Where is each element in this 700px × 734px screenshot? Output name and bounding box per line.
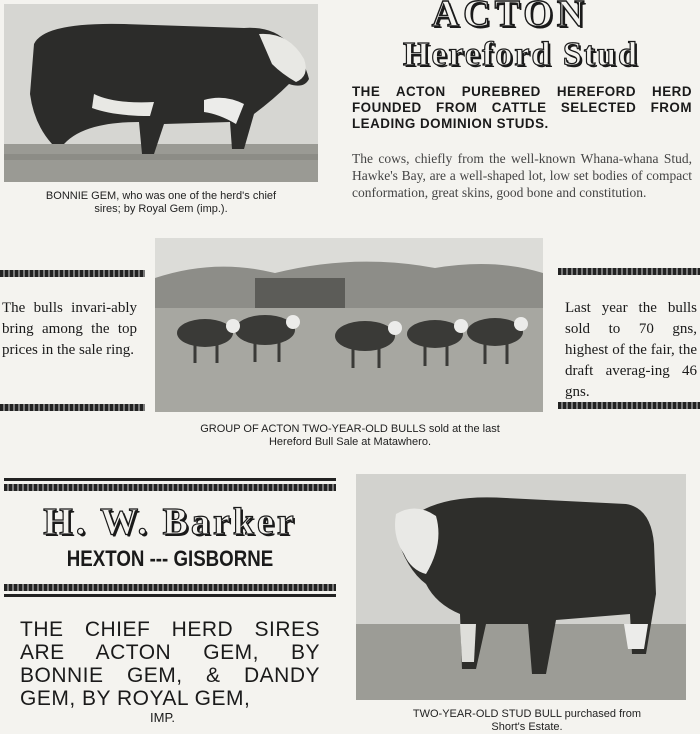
stud-bull-caption [354,708,700,734]
herd-illustration [155,238,543,412]
imp-label: IMP. [150,710,176,725]
bulls-group-caption [140,423,560,449]
right-sidebar-text: Last year the bulls sold to 70 gns, highest of the fair, the draft averag-ing 46 gns. [565,300,697,400]
owner-name: H. W. Barker [43,501,297,543]
two-year-old-bulls-group-photo [155,238,543,412]
caption-line: BONNIE GEM, who was one of the herd's chief [45,190,277,202]
stud-bull-illustration [356,474,686,700]
owner-top-rule-pattern [4,484,336,491]
caption-line: Hereford Bull Sale at Matawhero. [268,436,432,448]
stud-bull-photo [356,474,686,700]
right-bottom-rule [558,402,700,409]
owner-place: HEXTON --- GISBORNE [66,546,274,571]
right-top-rule [558,268,700,275]
intro-headline: THE ACTON PUREBRED HEREFORD HERD FOUNDED FROM CATTLE SELECTED FROM LEADING DOMINION STUDS. [352,84,692,131]
owner-top-rule [4,478,336,481]
bonnie-gem-caption [4,190,318,216]
bonnie-gem-photo [4,4,318,182]
caption-line: GROUP OF ACTON TWO-YEAR-OLD BULLS sold at the last [200,423,500,435]
caption-line: TWO-YEAR-OLD STUD BULL purchased from [412,708,642,720]
owner-bottom-rule [4,584,336,591]
left-bottom-rule [0,404,145,411]
caption-line: Short's Estate. [491,721,563,733]
left-sidebar-text: The bulls invari-ably bring among the top prices in the sale ring. [2,300,137,358]
caption-line: sires; by Royal Gem (imp.). [94,203,228,215]
left-top-rule [0,270,145,277]
chief-sires-text: THE CHIEF HERD SIRES ARE ACTON GEM, BY BONNIE GEM, & DANDY GEM, BY ROYAL GEM, [20,618,320,710]
acton-title: ACTON [431,0,589,35]
intro-paragraph: The cows, chiefly from the well-known Whana-whana Stud, Hawke's Bay, are a well-shaped lot, low set bodies of compact conformation, great skins, good bone and constitution. [352,151,692,200]
hereford-stud-title: Hereford Stud [403,36,639,73]
bull-illustration [4,4,318,182]
owner-bottom-rule-thin [4,594,336,597]
